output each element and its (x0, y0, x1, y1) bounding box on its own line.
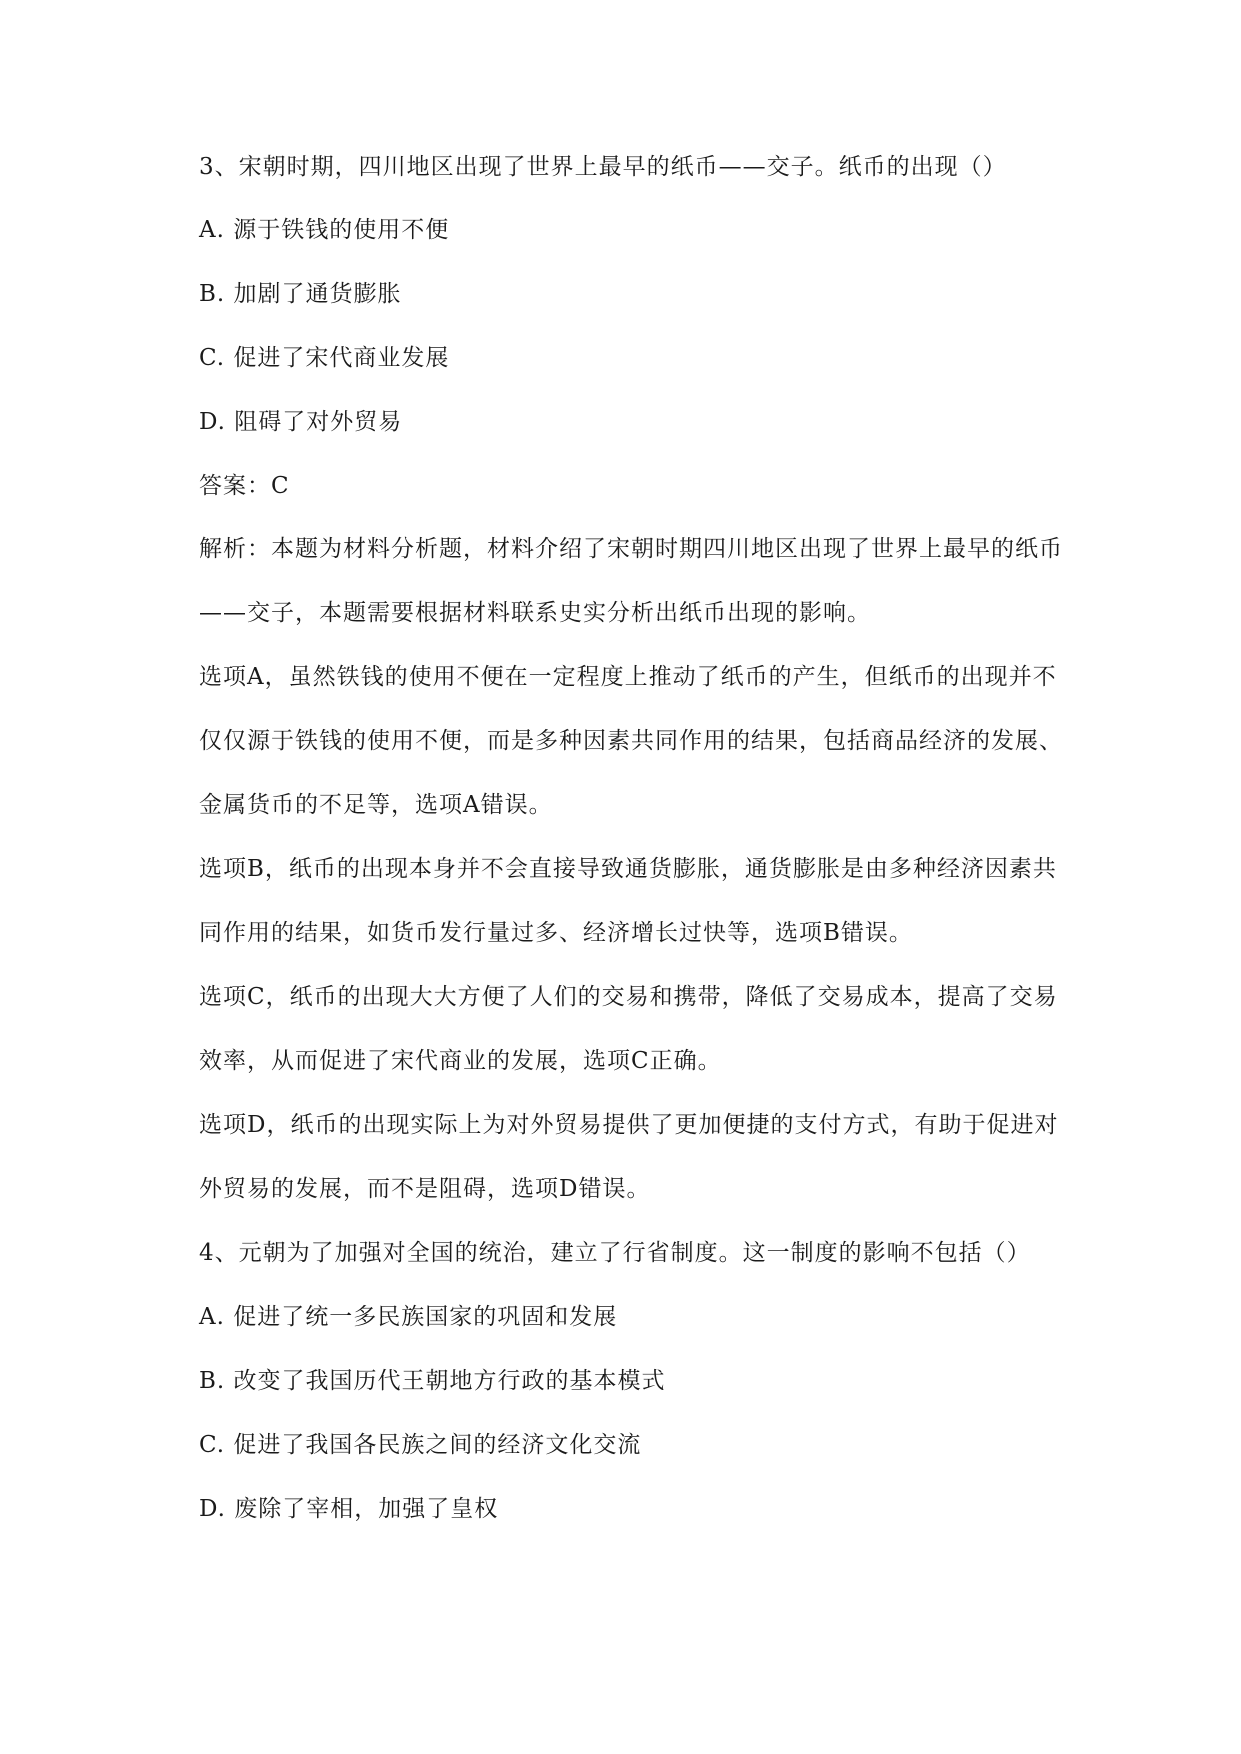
question-4-stem: 4、元朝为了加强对全国的统治，建立了行省制度。这一制度的影响不包括（） (199, 1240, 1031, 1266)
question-3-explanation-line: 同作用的结果，如货币发行量过多、经济增长过快等，选项B错误。 (199, 920, 913, 946)
question-3-explanation-line: 解析：本题为材料分析题，材料介绍了宋朝时期四川地区出现了世界上最早的纸币 (199, 536, 1063, 562)
question-3-explanation-line: 选项D，纸币的出现实际上为对外贸易提供了更加便捷的支付方式，有助于促进对 (199, 1112, 1059, 1138)
question-3-option-c: C. 促进了宋代商业发展 (199, 345, 450, 371)
question-4-option-d: D. 废除了宰相，加强了皇权 (199, 1496, 499, 1522)
question-3-explanation-line: 选项B，纸币的出现本身并不会直接导致通货膨胀，通货膨胀是由多种经济因素共 (199, 856, 1057, 882)
question-3-explanation-line: 金属货币的不足等，选项A错误。 (199, 792, 553, 818)
question-3-option-a: A. 源于铁钱的使用不便 (199, 217, 450, 243)
question-3-explanation-line: 效率，从而促进了宋代商业的发展，选项C正确。 (199, 1048, 722, 1074)
question-3-explanation-line: 选项A，虽然铁钱的使用不便在一定程度上推动了纸币的产生，但纸币的出现并不 (199, 664, 1057, 690)
question-3-explanation-line: 外贸易的发展，而不是阻碍，选项D错误。 (199, 1176, 651, 1202)
question-4-option-b: B. 改变了我国历代王朝地方行政的基本模式 (199, 1368, 666, 1394)
question-3-stem: 3、宋朝时期，四川地区出现了世界上最早的纸币——交子。纸币的出现（） (199, 154, 1007, 180)
question-4-option-c: C. 促进了我国各民族之间的经济文化交流 (199, 1432, 642, 1458)
question-3-option-b: B. 加剧了通货膨胀 (199, 281, 402, 307)
question-3-option-d: D. 阻碍了对外贸易 (199, 409, 403, 435)
question-3-answer: 答案：C (199, 473, 290, 499)
question-3-explanation-line: 仅仅源于铁钱的使用不便，而是多种因素共同作用的结果，包括商品经济的发展、 (199, 728, 1063, 754)
question-4-option-a: A. 促进了统一多民族国家的巩固和发展 (199, 1304, 618, 1330)
question-3-explanation-line: ——交子，本题需要根据材料联系史实分析出纸币出现的影响。 (199, 600, 871, 626)
question-3-explanation-line: 选项C，纸币的出现大大方便了人们的交易和携带，降低了交易成本，提高了交易 (199, 984, 1058, 1010)
